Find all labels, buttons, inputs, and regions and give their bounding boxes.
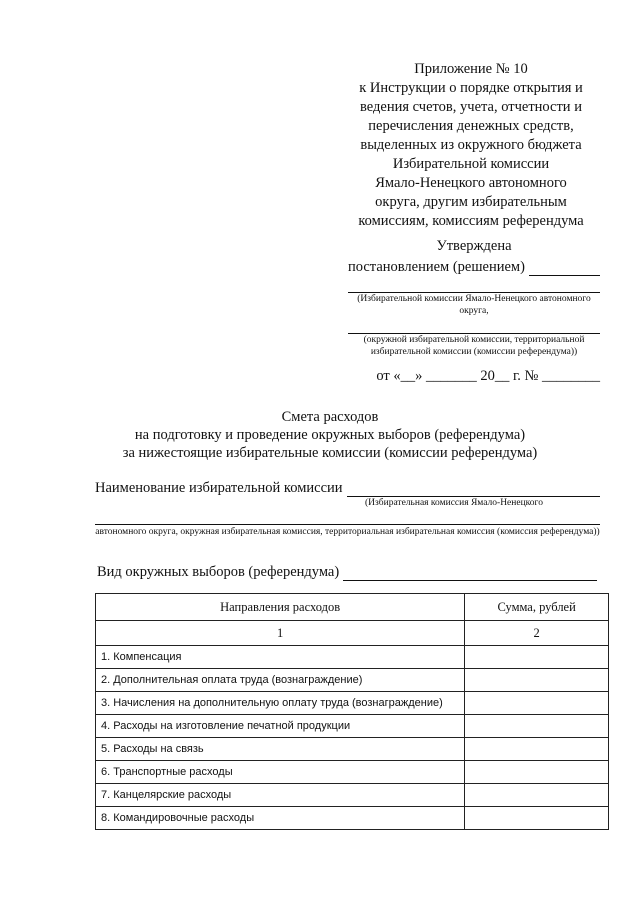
estimate-title-block — [80, 408, 580, 462]
table-row — [96, 784, 609, 807]
commission-blank-2 — [95, 510, 600, 525]
amount-cell — [465, 784, 609, 807]
approval-by-label: постановлением (решением) — [348, 259, 525, 275]
appendix-line: округа, другим избирательным — [375, 194, 567, 210]
header-expense-directions: Направления расходов — [96, 594, 465, 621]
amount-cell — [465, 669, 609, 692]
approval-caption-1: (Избирательной комиссии Ямало-Ненецкого автономного округа, — [357, 294, 591, 316]
expense-item: 7. Канцелярские расходы — [96, 784, 465, 807]
election-kind-label: Вид окружных выборов (референдума) — [97, 564, 340, 580]
commission-name-label: Наименование избирательной комиссии — [95, 480, 343, 496]
table-row — [96, 646, 609, 669]
expense-item: 5. Расходы на связь — [96, 738, 465, 761]
header-amount: Сумма, рублей — [465, 594, 609, 621]
approval-caption-2: (окружной избирательной комиссии, территориальной избирательной комиссии (комиссии референдума)) — [363, 335, 585, 357]
approval-date-line: от «__» _______ 20__ г. № ________ — [376, 368, 600, 384]
approval-block — [348, 238, 600, 385]
estimate-title: Смета расходов — [281, 409, 379, 425]
expense-item: 2. Дополнительная оплата труда (вознаграждение) — [96, 669, 465, 692]
table-number-row — [96, 621, 609, 646]
amount-cell — [465, 738, 609, 761]
appendix-line: комиссиям, комиссиям референдума — [358, 213, 584, 229]
election-kind-line — [97, 564, 597, 581]
table-row — [96, 761, 609, 784]
estimate-subtitle-2: за нижестоящие избирательные комиссии (комиссии референдума) — [122, 445, 538, 461]
appendix-line: к Инструкции о порядке открытия и — [359, 80, 583, 96]
expense-item: 8. Командировочные расходы — [96, 807, 465, 830]
appendix-line: Избирательной комиссии — [392, 156, 550, 172]
commission-name-line — [95, 480, 600, 497]
amount-cell — [465, 761, 609, 784]
commission-name-blank — [347, 482, 600, 497]
appendix-line: Приложение № 10 — [414, 61, 528, 77]
expense-item: 6. Транспортные расходы — [96, 761, 465, 784]
approval-title: Утверждена — [436, 238, 512, 254]
expenses-table — [95, 593, 609, 830]
approval-blank-1 — [348, 280, 600, 293]
amount-cell — [465, 807, 609, 830]
commission-caption-2: автономного округа, окружная избирательная комиссия, территориальная избирательная комиссия (комиссия референдума)) — [95, 527, 600, 537]
appendix-line: ведения счетов, учета, отчетности и — [360, 99, 582, 115]
appendix-line: выделенных из окружного бюджета — [360, 137, 582, 153]
approval-blank-2 — [348, 321, 600, 334]
approval-by-blank — [529, 261, 600, 276]
column-number: 2 — [465, 621, 609, 646]
commission-caption-1: (Избирательная комиссия Ямало-Ненецкого — [365, 498, 543, 508]
appendix-line: Ямало-Ненецкого автономного — [375, 175, 567, 191]
expense-item: 3. Начисления на дополнительную оплату труда (вознаграждение) — [96, 692, 465, 715]
table-header-row — [96, 594, 609, 621]
table-row — [96, 692, 609, 715]
expense-item: 4. Расходы на изготовление печатной продукции — [96, 715, 465, 738]
table-row — [96, 807, 609, 830]
approval-by-line — [348, 259, 600, 276]
column-number: 1 — [96, 621, 465, 646]
commission-name-block — [95, 480, 600, 538]
expense-item: 1. Компенсация — [96, 646, 465, 669]
table-row — [96, 738, 609, 761]
table-row — [96, 669, 609, 692]
table-row — [96, 715, 609, 738]
election-kind-blank — [343, 566, 597, 581]
amount-cell — [465, 715, 609, 738]
amount-cell — [465, 646, 609, 669]
appendix-line: перечисления денежных средств, — [368, 118, 574, 134]
appendix-header — [340, 60, 602, 231]
estimate-subtitle-1: на подготовку и проведение окружных выборов (референдума) — [134, 427, 526, 443]
amount-cell — [465, 692, 609, 715]
